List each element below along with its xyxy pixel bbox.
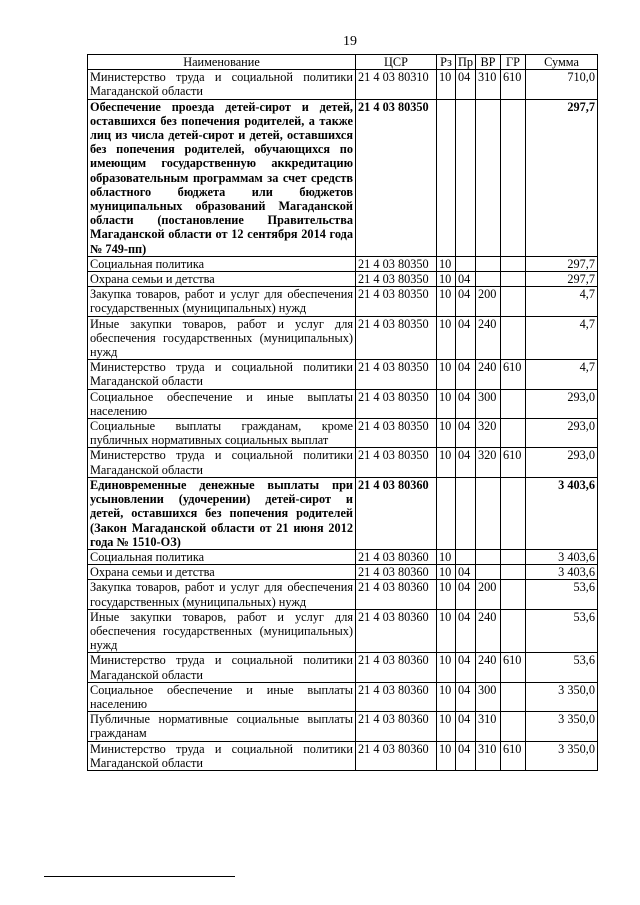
cell-name: Социальная политика bbox=[88, 256, 356, 271]
cell-csr: 21 4 03 80350 bbox=[356, 448, 437, 477]
cell-pr: 04 bbox=[456, 609, 476, 653]
cell-rz: 10 bbox=[437, 360, 456, 389]
cell-csr: 21 4 03 80350 bbox=[356, 360, 437, 389]
cell-vr: 240 bbox=[476, 609, 501, 653]
cell-gr bbox=[501, 389, 526, 418]
cell-csr: 21 4 03 80350 bbox=[356, 389, 437, 418]
cell-gr bbox=[501, 580, 526, 609]
cell-gr bbox=[501, 419, 526, 448]
cell-sum: 3 350,0 bbox=[526, 712, 598, 741]
cell-name: Министерство труда и социальной политики Магаданской области bbox=[88, 741, 356, 770]
cell-sum: 297,7 bbox=[526, 272, 598, 287]
cell-name: Публичные нормативные социальные выплаты гражданам bbox=[88, 712, 356, 741]
cell-sum: 53,6 bbox=[526, 580, 598, 609]
cell-sum: 297,7 bbox=[526, 256, 598, 271]
cell-sum: 3 403,6 bbox=[526, 549, 598, 564]
cell-vr: 240 bbox=[476, 316, 501, 360]
cell-name: Социальное обеспечение и иные выплаты населению bbox=[88, 682, 356, 711]
cell-csr: 21 4 03 80310 bbox=[356, 70, 437, 99]
cell-name: Единовременные денежные выплаты при усыновлении (удочерении) детей-сирот и детей, оставшихся без попечения родителей (Закон Магаданской области от 21 июня 2012 года № 1510-ОЗ) bbox=[88, 477, 356, 549]
cell-sum: 53,6 bbox=[526, 653, 598, 682]
cell-sum: 3 350,0 bbox=[526, 741, 598, 770]
page-number: 19 bbox=[343, 34, 357, 49]
cell-sum: 4,7 bbox=[526, 360, 598, 389]
cell-sum: 293,0 bbox=[526, 419, 598, 448]
cell-sum: 3 350,0 bbox=[526, 682, 598, 711]
cell-vr: 300 bbox=[476, 682, 501, 711]
table-row bbox=[88, 448, 598, 477]
cell-sum: 3 403,6 bbox=[526, 565, 598, 580]
cell-csr: 21 4 03 80350 bbox=[356, 419, 437, 448]
table-row bbox=[88, 316, 598, 360]
cell-csr: 21 4 03 80360 bbox=[356, 549, 437, 564]
cell-csr: 21 4 03 80350 bbox=[356, 287, 437, 316]
table-row bbox=[88, 741, 598, 770]
table-row bbox=[88, 70, 598, 99]
cell-csr: 21 4 03 80360 bbox=[356, 741, 437, 770]
cell-name: Социальные выплаты гражданам, кроме публичных нормативных социальных выплат bbox=[88, 419, 356, 448]
budget-table bbox=[87, 54, 598, 771]
cell-name: Закупка товаров, работ и услуг для обеспечения государственных (муниципальных) нужд bbox=[88, 580, 356, 609]
cell-gr bbox=[501, 272, 526, 287]
cell-name: Иные закупки товаров, работ и услуг для обеспечения государственных (муниципальных) нужд bbox=[88, 316, 356, 360]
cell-name: Социальная политика bbox=[88, 549, 356, 564]
cell-pr: 04 bbox=[456, 272, 476, 287]
cell-csr: 21 4 03 80360 bbox=[356, 609, 437, 653]
cell-name: Закупка товаров, работ и услуг для обеспечения государственных (муниципальных) нужд bbox=[88, 287, 356, 316]
cell-rz: 10 bbox=[437, 741, 456, 770]
cell-gr bbox=[501, 99, 526, 256]
cell-gr bbox=[501, 549, 526, 564]
cell-pr: 04 bbox=[456, 682, 476, 711]
cell-vr bbox=[476, 565, 501, 580]
header-rz: Рз bbox=[437, 55, 456, 70]
cell-csr: 21 4 03 80360 bbox=[356, 565, 437, 580]
cell-pr: 04 bbox=[456, 448, 476, 477]
cell-csr: 21 4 03 80350 bbox=[356, 99, 437, 256]
cell-vr: 310 bbox=[476, 70, 501, 99]
cell-pr bbox=[456, 477, 476, 549]
table-row bbox=[88, 565, 598, 580]
cell-rz: 10 bbox=[437, 580, 456, 609]
table-row bbox=[88, 419, 598, 448]
cell-rz: 10 bbox=[437, 256, 456, 271]
footer-rule bbox=[44, 876, 235, 877]
cell-vr: 310 bbox=[476, 712, 501, 741]
cell-pr: 04 bbox=[456, 287, 476, 316]
cell-vr: 200 bbox=[476, 287, 501, 316]
cell-rz bbox=[437, 477, 456, 549]
cell-pr bbox=[456, 99, 476, 256]
cell-name: Министерство труда и социальной политики Магаданской области bbox=[88, 448, 356, 477]
cell-vr: 320 bbox=[476, 448, 501, 477]
cell-pr: 04 bbox=[456, 741, 476, 770]
cell-gr bbox=[501, 287, 526, 316]
cell-rz: 10 bbox=[437, 682, 456, 711]
cell-gr bbox=[501, 712, 526, 741]
cell-gr: 610 bbox=[501, 360, 526, 389]
cell-name: Охрана семьи и детства bbox=[88, 565, 356, 580]
cell-rz: 10 bbox=[437, 653, 456, 682]
cell-sum: 293,0 bbox=[526, 448, 598, 477]
cell-vr: 240 bbox=[476, 360, 501, 389]
cell-vr: 200 bbox=[476, 580, 501, 609]
cell-csr: 21 4 03 80350 bbox=[356, 316, 437, 360]
cell-rz: 10 bbox=[437, 712, 456, 741]
cell-rz: 10 bbox=[437, 565, 456, 580]
table-row bbox=[88, 682, 598, 711]
cell-pr: 04 bbox=[456, 70, 476, 99]
cell-pr: 04 bbox=[456, 653, 476, 682]
cell-vr: 320 bbox=[476, 419, 501, 448]
cell-rz: 10 bbox=[437, 389, 456, 418]
cell-vr: 240 bbox=[476, 653, 501, 682]
cell-gr: 610 bbox=[501, 70, 526, 99]
header-csr: ЦСР bbox=[356, 55, 437, 70]
cell-pr: 04 bbox=[456, 316, 476, 360]
table-row bbox=[88, 609, 598, 653]
cell-csr: 21 4 03 80360 bbox=[356, 653, 437, 682]
cell-pr: 04 bbox=[456, 389, 476, 418]
cell-gr bbox=[501, 609, 526, 653]
cell-name: Министерство труда и социальной политики Магаданской области bbox=[88, 360, 356, 389]
cell-sum: 297,7 bbox=[526, 99, 598, 256]
cell-name: Министерство труда и социальной политики Магаданской области bbox=[88, 70, 356, 99]
cell-rz bbox=[437, 99, 456, 256]
cell-vr bbox=[476, 549, 501, 564]
cell-sum: 293,0 bbox=[526, 389, 598, 418]
cell-pr: 04 bbox=[456, 419, 476, 448]
cell-pr: 04 bbox=[456, 580, 476, 609]
cell-vr bbox=[476, 99, 501, 256]
cell-rz: 10 bbox=[437, 316, 456, 360]
cell-rz: 10 bbox=[437, 70, 456, 99]
cell-pr: 04 bbox=[456, 565, 476, 580]
cell-rz: 10 bbox=[437, 549, 456, 564]
cell-gr bbox=[501, 565, 526, 580]
table-row bbox=[88, 272, 598, 287]
cell-name: Охрана семьи и детства bbox=[88, 272, 356, 287]
cell-csr: 21 4 03 80360 bbox=[356, 712, 437, 741]
table-row bbox=[88, 360, 598, 389]
cell-csr: 21 4 03 80360 bbox=[356, 477, 437, 549]
header-name: Наименование bbox=[88, 55, 356, 70]
cell-sum: 3 403,6 bbox=[526, 477, 598, 549]
table-row bbox=[88, 653, 598, 682]
cell-sum: 4,7 bbox=[526, 287, 598, 316]
cell-gr bbox=[501, 682, 526, 711]
cell-rz: 10 bbox=[437, 287, 456, 316]
cell-gr: 610 bbox=[501, 448, 526, 477]
table-header-row bbox=[88, 55, 598, 70]
cell-rz: 10 bbox=[437, 448, 456, 477]
cell-csr: 21 4 03 80360 bbox=[356, 580, 437, 609]
table-row bbox=[88, 389, 598, 418]
cell-pr: 04 bbox=[456, 712, 476, 741]
cell-csr: 21 4 03 80350 bbox=[356, 272, 437, 287]
cell-sum: 53,6 bbox=[526, 609, 598, 653]
cell-gr bbox=[501, 256, 526, 271]
table-row bbox=[88, 477, 598, 549]
cell-gr: 610 bbox=[501, 653, 526, 682]
table-row bbox=[88, 712, 598, 741]
cell-vr bbox=[476, 477, 501, 549]
header-vr: ВР bbox=[476, 55, 501, 70]
table-row bbox=[88, 549, 598, 564]
cell-vr bbox=[476, 256, 501, 271]
table-row bbox=[88, 256, 598, 271]
cell-name: Социальное обеспечение и иные выплаты населению bbox=[88, 389, 356, 418]
cell-rz: 10 bbox=[437, 419, 456, 448]
header-sum: Сумма bbox=[526, 55, 598, 70]
cell-vr: 310 bbox=[476, 741, 501, 770]
cell-gr: 610 bbox=[501, 741, 526, 770]
cell-gr bbox=[501, 316, 526, 360]
cell-gr bbox=[501, 477, 526, 549]
cell-name: Обеспечение проезда детей-сирот и детей, оставшихся без попечения родителей, а также лиц из числа детей-сирот и детей, оставшихся без попечения родителей, обучающихся по имеющим государственную аккредитацию образовательным программам за счет средств областного бюджета или бюджетов муниципальных образований Магаданской области (постановление Правительства Магаданской области от 12 сентября 2014 года № 749-пп) bbox=[88, 99, 356, 256]
cell-csr: 21 4 03 80360 bbox=[356, 682, 437, 711]
cell-csr: 21 4 03 80350 bbox=[356, 256, 437, 271]
cell-vr: 300 bbox=[476, 389, 501, 418]
cell-pr: 04 bbox=[456, 360, 476, 389]
table-row bbox=[88, 287, 598, 316]
table-row bbox=[88, 580, 598, 609]
cell-rz: 10 bbox=[437, 272, 456, 287]
cell-sum: 710,0 bbox=[526, 70, 598, 99]
cell-pr bbox=[456, 549, 476, 564]
cell-rz: 10 bbox=[437, 609, 456, 653]
cell-name: Иные закупки товаров, работ и услуг для обеспечения государственных (муниципальных) нужд bbox=[88, 609, 356, 653]
cell-sum: 4,7 bbox=[526, 316, 598, 360]
cell-pr bbox=[456, 256, 476, 271]
header-gr: ГР bbox=[501, 55, 526, 70]
table-row bbox=[88, 99, 598, 256]
header-pr: Пр bbox=[456, 55, 476, 70]
cell-name: Министерство труда и социальной политики Магаданской области bbox=[88, 653, 356, 682]
cell-vr bbox=[476, 272, 501, 287]
